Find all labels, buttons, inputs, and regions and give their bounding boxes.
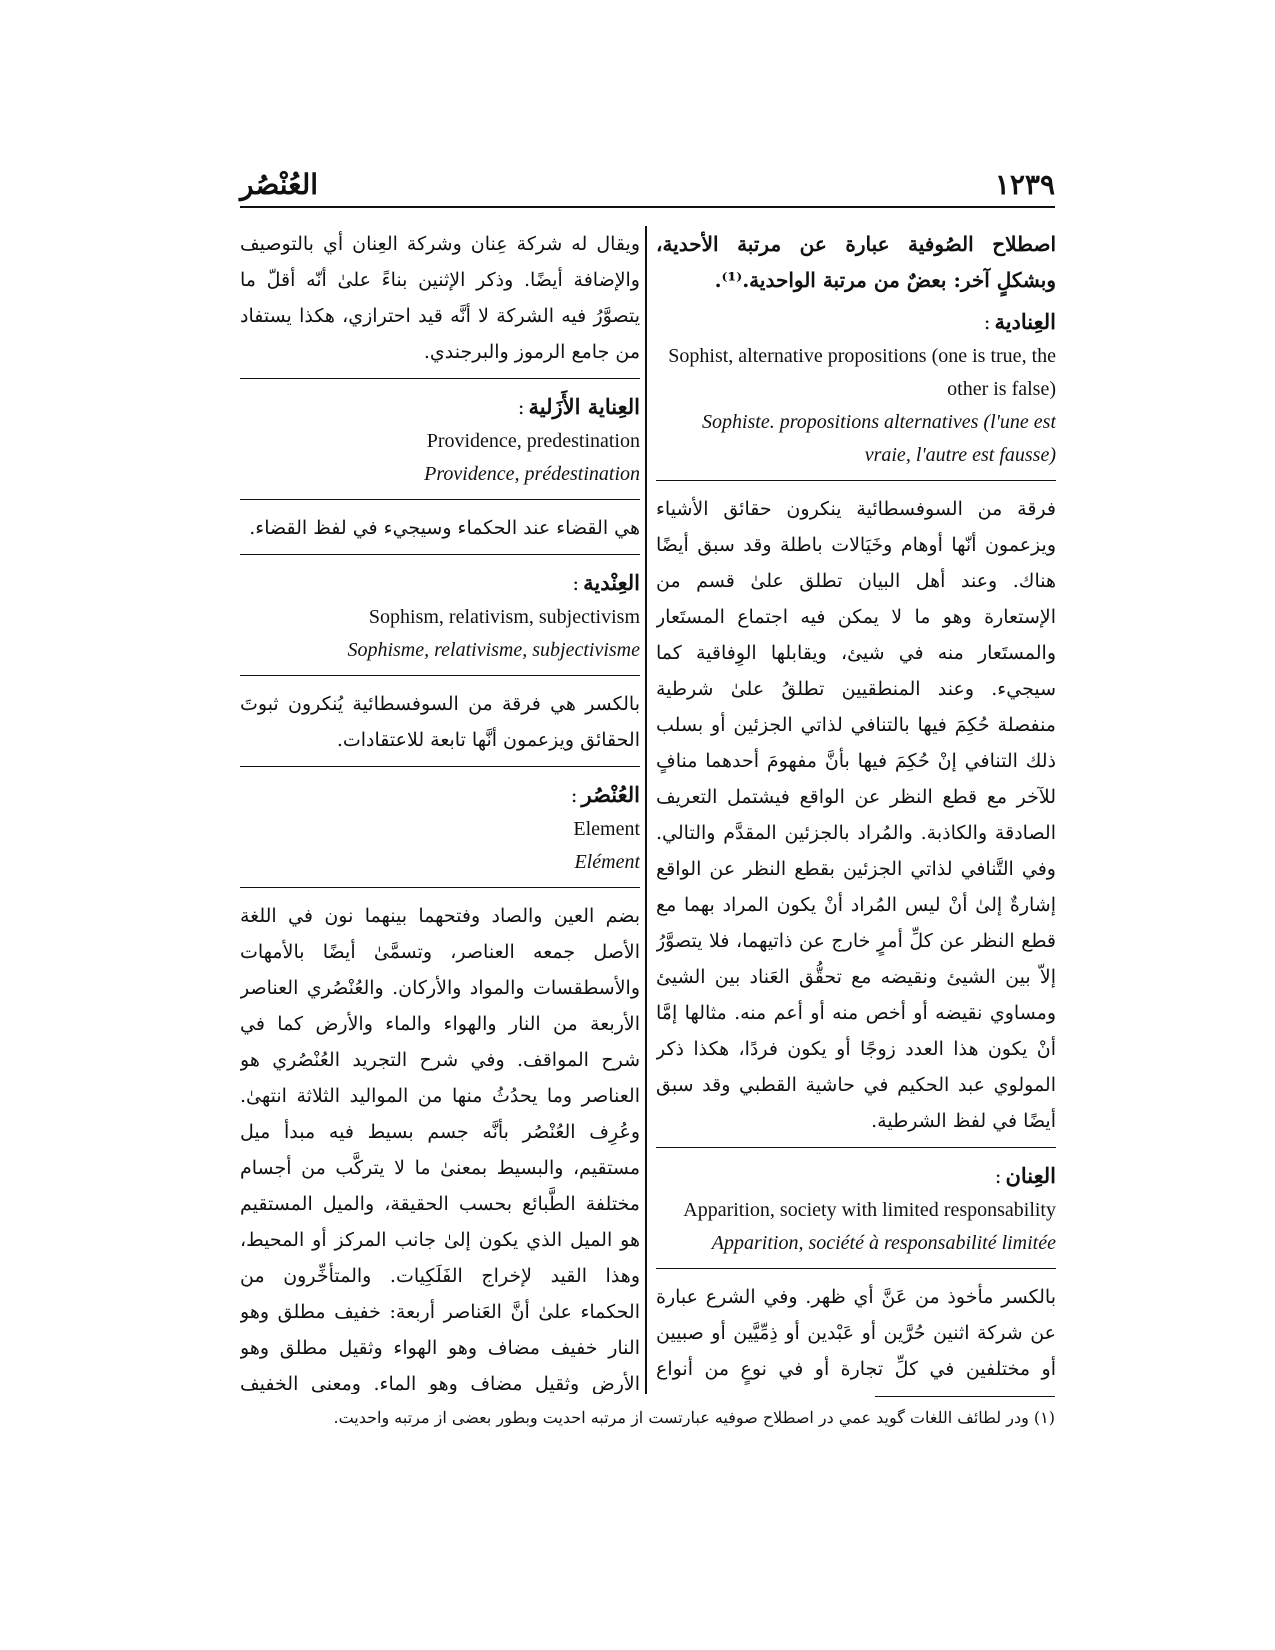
entry-divider — [240, 554, 640, 555]
entry-head: العِنادية: — [983, 309, 1056, 334]
entry-divider — [656, 1268, 1056, 1269]
english-translation: Apparition, society with limited responsability — [683, 1199, 1056, 1221]
entry-divider — [240, 378, 640, 379]
entry-head: العِناية الأَزَلية: — [517, 394, 640, 419]
running-head: العُنْصُر — [240, 168, 318, 201]
entry-divider — [656, 1147, 1056, 1148]
entry-body: فرقة من السوفسطائية ينكرون حقائق الأشياء ويزعمون أنّها أوهام وخَيَالات باطلة وقد سبق أيضًا هناك. وعند أهل البيان تطلق علىٰ قسم من الإستعارة وهو ما لا يمكن فيه اجتماع المستَعار والمستَعار منه في شيئ، ويقابلها الوِفاقية كما سيجيء. وعند المنطقيين تطلقُ علىٰ شرطية منفصلة حُكِمَ فيها بالتنافي لذاتي الجزئين أو بسلب ذلك التنافي إنْ حُكِمَ فيها بأنَّ مفهومَ أحدهما منافٍ للآخر مع قطع النظر عن الواقع فيشتمل التعريف الصادقة والكاذبة. والمُراد بالجزئين المقدَّم والتالي. وفي التَّنافي لذاتي الجزئين بقطع النظر عن الواقع إشارةٌ إلىٰ أنْ ليس المُراد أنْ يكون المراد بهما مع قطع النظر عن كلِّ أمرٍ خارج عن ذاتيهما، فلا يتصوَّرُ إلاّ بين الشيئ ونقيضه مع تحقُّق العَناد بين الشيئ ومساوي نقيضه أو أخص منه أو أعم منه. مثالها إمَّا أنْ يكون هذا العدد زوجًا أو يكون فردًا، هكذا ذكر المولوي عبد الحكيم في حاشية القطبي وقد سبق أيضًا في لفظ الشرطية. — [656, 498, 1056, 1132]
entry-body: بضم العين والصاد وفتحهما بينهما نون في اللغة الأصل جمعه العناصر، وتسمَّىٰ أيضًا بالأمهات والأسطقسات والمواد والأركان. والعُنْصُري العناصر الأربعة من النار والهواء والماء والأرض كما في شرح المواقف. وفي شرح التجريد العُنْصُري هو العناصر وما يحدُثُ منها من المواليد الثلاثة انتهىٰ. وعُرِف العُنْصُر بأنَّه جسم بسيط فيه مبدأ ميل مستقيم، والبسيط بمعنىٰ ما لا يتركَّب من أجسام مختلفة الطَّبائع بحسب الحقيقة، والميل المستقيم هو الميل الذي يكون إلىٰ جانب المركز أو المحيط، وهذا القيد لإخراج الفَلَكِيات. والمتأخِّرون من الحكماء علىٰ أنَّ العَناصر أربعة: خفيف مطلق وهو النار خفيف مضاف وهو الهواء وثقيل مطلق وهو الأرض وثقيل مضاف وهو الماء. ومعنى الخفيف — [240, 905, 640, 1394]
column-divider — [645, 226, 647, 1394]
translation-block — [656, 340, 1056, 472]
headword: العِنان — [1005, 1163, 1056, 1188]
english-translation: Sophism, relativism, subjectivism — [368, 606, 640, 628]
entry-inaya-azaliya — [240, 378, 640, 546]
french-translation: Apparition, société à responsabilité limitée — [711, 1232, 1056, 1254]
entry-divider — [240, 675, 640, 676]
entry-indiya — [240, 554, 640, 758]
translation-block — [240, 425, 640, 491]
entry-head: العُنْصُر: — [570, 782, 640, 807]
translation-block — [656, 1194, 1056, 1260]
left-column — [240, 226, 640, 1394]
entry-head: العِنان: — [994, 1163, 1056, 1188]
entry-inan — [656, 1147, 1056, 1394]
entry-divider — [656, 480, 1056, 481]
page-number: ١٢٣٩ — [994, 168, 1055, 201]
french-translation: Providence, prédestination — [424, 463, 640, 485]
entry-inadiya — [656, 304, 1056, 1139]
french-translation: Sophiste. propositions alternatives (l'une est vraie, l'autre est fausse) — [701, 411, 1056, 466]
entry-body: بالكسر هي فرقة من السوفسطائية يُنكرون ثبوتَ الحقائق ويزعمون أنَّها تابعة للاعتقادات. — [240, 693, 640, 751]
entry-head: العِنْدية: — [572, 570, 640, 595]
french-translation: Elément — [574, 851, 640, 873]
french-translation: Sophisme, relativisme, subjectivisme — [347, 639, 640, 661]
headword: العِنْدية — [583, 570, 640, 595]
headword: العِناية الأَزَلية — [528, 394, 640, 419]
headword: العِنادية — [994, 309, 1056, 334]
entry-divider — [240, 887, 640, 888]
footnote-rule — [875, 1396, 1055, 1397]
entry-divider — [240, 766, 640, 767]
entry-body: هي القضاء عند الحكماء وسيجيء في لفظ القضاء. — [249, 517, 640, 539]
english-translation: Providence, predestination — [426, 430, 640, 452]
entry-unsur — [240, 766, 640, 1394]
entry-divider — [240, 499, 640, 500]
right-column — [656, 226, 1056, 1394]
headword: العُنْصُر — [581, 782, 640, 807]
translation-block — [240, 813, 640, 879]
page-header — [240, 168, 1055, 208]
entry-body: بالكسر مأخوذ من عَنَّ أي ظهر. وفي الشرع عبارة عن شركة اثنين حُرَّين أو عَبْدين أو ذِمِّيَّين أو صبيين أو مختلفين في كلِّ تجارة أو في نوعٍ من أنواع — [656, 1286, 1056, 1380]
continuation-text: ويقال له شركة عِنان وشركة العِنان أي بالتوصيف والإضافة أيضًا. وذكر الإثنين بناءً علىٰ أنّه أقلّ ما يتصوَّرُ فيه الشركة لا أنَّه قيد احترازي، هكذا يستفاد من جامع الرموز والبرجندي. — [240, 233, 640, 363]
english-translation: Element — [573, 818, 640, 840]
translation-block — [240, 601, 640, 667]
continuation-text: اصطلاح الصُوفية عبارة عن مرتبة الأحدية، وبشكلٍ آخر: بعضٌ من مرتبة الواحدية.⁽¹⁾. — [656, 232, 1056, 292]
english-translation: Sophist, alternative propositions (one is true, the other is false) — [668, 345, 1056, 400]
footnote: (١) ودر لطائف اللغات گويد عمي در اصطلاح صوفيه عبارتست از مرتبه احديت وبطور بعضى از مرتبه واحديت. — [333, 1408, 1055, 1427]
